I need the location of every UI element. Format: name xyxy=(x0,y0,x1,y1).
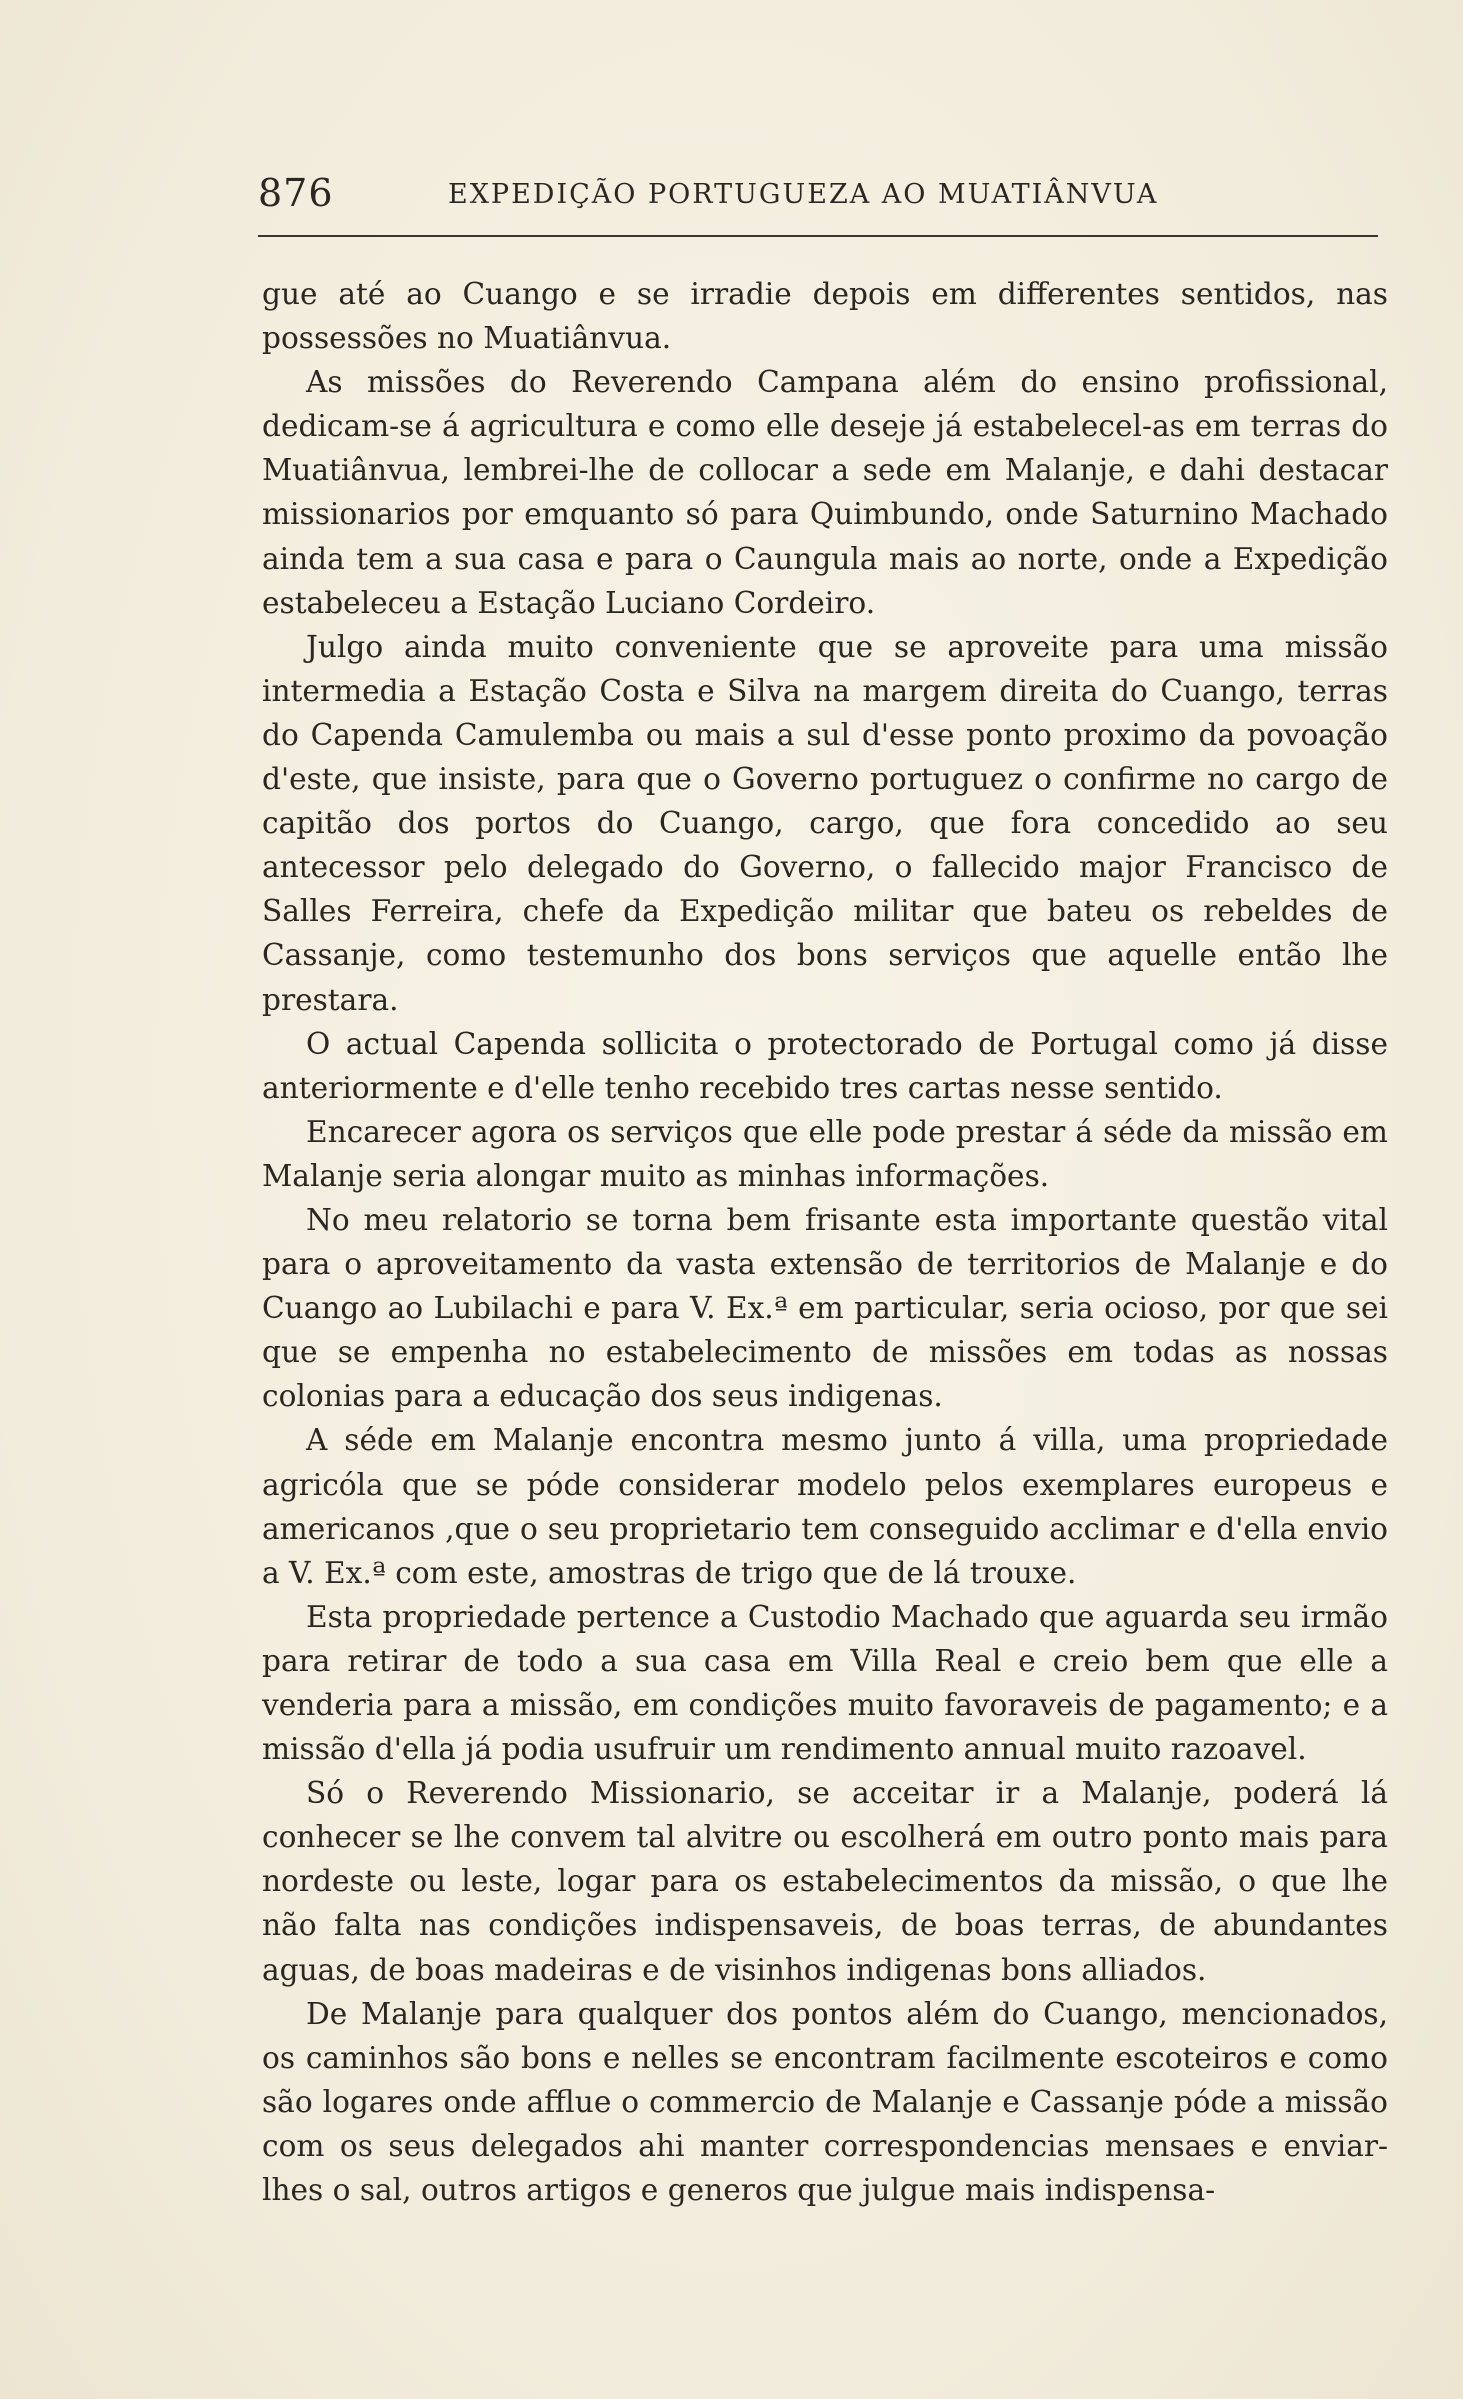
paragraph: Encarecer agora os serviços que elle pode prestar á séde da missão em Malanje seria alongar muito as minhas informações. xyxy=(262,1114,1388,1193)
body-text xyxy=(262,272,1388,2212)
paragraph: Só o Reverendo Missionario, se acceitar ir a Malanje, poderá lá conhecer se lhe convem tal alvitre ou escolherá em outro ponto mais para nordeste ou leste, logar para os estabelecimentos da missão, o que lhe não falta nas condições indispensaveis, de boas terras, de abundantes aguas, de boas madeiras e de visinhos indigenas bons alliados. xyxy=(262,1776,1388,1987)
paragraph: De Malanje para qualquer dos pontos além do Cuango, mencionados, os caminhos são bons e nelles se encontram facilmente escoteiros e como são logares onde afflue o commercio de Malanje e Cassanje póde a missão com os seus delegados ahi manter correspondencias mensaes e enviar-lhes o sal, outros artigos e generos que julgue mais indispensa- xyxy=(262,1996,1388,2208)
paragraph: A séde em Malanje encontra mesmo junto á villa, uma propriedade agricóla que se póde considerar modelo pelos exemplares europeus e americanos ,que o seu proprietario tem conseguido acclimar e d'ella envio a V. Ex.ª com este, amostras de trigo que de lá trouxe. xyxy=(262,1423,1388,1590)
paragraph: Julgo ainda muito conveniente que se aproveite para uma missão intermedia a Estação Costa e Silva na margem direita do Cuango, terras do Capenda Camulemba ou mais a sul d'esse ponto proximo da povoação d'este, que insiste, para que o Governo portuguez o confirme no cargo de capitão dos portos do Cuango, cargo, que fora concedido ao seu antecessor pelo delegado do Governo, o fallecido major Francisco de Salles Ferreira, chefe da Expedição militar que bateu os rebeldes de Cassanje, como testemunho dos bons serviços que aquelle então lhe prestara. xyxy=(262,629,1388,1017)
paragraph-continued: gue até ao Cuango e se irradie depois em differentes sentidos, nas possessões no Muatiânvua. xyxy=(262,277,1388,356)
page-number: 876 xyxy=(258,171,334,215)
paragraph: Esta propriedade pertence a Custodio Machado que aguarda seu irmão para retirar de todo a sua casa em Villa Real e creio bem que elle a venderia para a missão, em condições muito favoraveis de pagamento; e a missão d'ella já podia usufruir um rendimento annual muito razoavel. xyxy=(262,1599,1388,1767)
paragraph: As missões do Reverendo Campana além do ensino profissional, dedicam-se á agricultura e como elle deseje já estabelecel-as em terras do Muatiânvua, lembrei-lhe de collocar a sede em Malanje, e dahi destacar missionarios por emquanto só para Quimbundo, onde Saturnino Machado ainda tem a sua casa e para o Caungula mais ao norte, onde a Expedição estabeleceu a Estação Luciano Cordeiro. xyxy=(262,365,1388,620)
page-header xyxy=(258,168,1378,218)
paragraph: No meu relatorio se torna bem frisante esta importante questão vital para o aproveitamento da vasta extensão de territorios de Malanje e do Cuango ao Lubilachi e para V. Ex.ª em particular, seria ocioso, por que sei que se empenha no estabelecimento de missões em todas as nossas colonias para a educação dos seus indigenas. xyxy=(262,1202,1388,1414)
header-rule xyxy=(258,235,1378,237)
running-title: EXPEDIÇÃO PORTUGUEZA AO MUATIÂNVUA xyxy=(448,179,1159,210)
paragraph: O actual Capenda sollicita o protectorado de Portugal como já disse anteriormente e d'elle tenho recebido tres cartas nesse sentido. xyxy=(262,1026,1388,1105)
